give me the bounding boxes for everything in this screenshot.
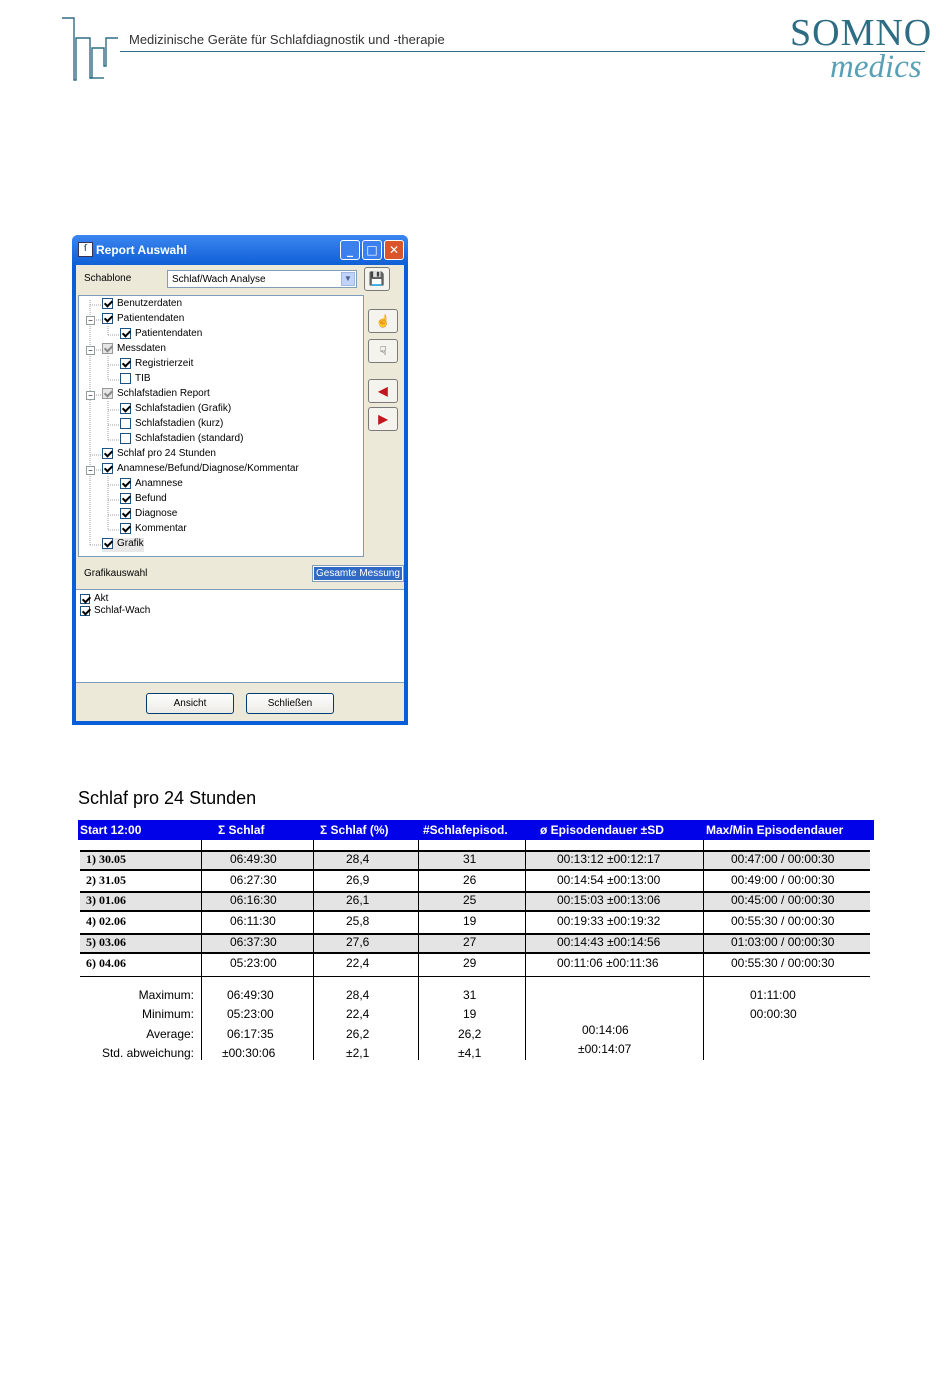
checkbox[interactable] [120, 478, 131, 489]
report-section-tree[interactable] [78, 295, 364, 557]
row-label: 6) 04.06 [86, 956, 126, 970]
cell-maxmin: 00:55:30 / 00:00:30 [731, 914, 835, 928]
checkbox[interactable] [120, 373, 131, 384]
cell-episodes: 31 [463, 852, 477, 866]
col-schlafepisod: #Schlafepisod. [423, 823, 508, 837]
tree-item-patientendaten[interactable]: Patientendaten [102, 313, 184, 327]
cell-episodes: 19 [463, 914, 477, 928]
cell-schlaf: 06:49:30 [230, 852, 277, 866]
collapse-icon[interactable]: − [86, 466, 95, 475]
stat-duration-avg: 00:14:06 [582, 1023, 629, 1037]
cell-pct: 26,9 [346, 873, 370, 887]
stat-pct-max: 28,4 [346, 988, 370, 1002]
row-divider [80, 870, 870, 871]
col-divider [418, 840, 419, 1060]
row-divider [80, 911, 870, 912]
maximize-button[interactable]: □ [362, 240, 382, 260]
template-select-value: Schlaf/Wach Analyse [172, 274, 266, 285]
cell-schlaf: 06:27:30 [230, 873, 277, 887]
checkbox[interactable] [102, 298, 113, 309]
col-maxmin: Max/Min Episodendauer [706, 823, 844, 837]
tree-item-benutzerdaten[interactable]: Benutzerdaten [102, 298, 182, 312]
dialog-title: Report Auswahl [96, 243, 187, 257]
cell-pct: 27,6 [346, 935, 370, 949]
col-divider [525, 840, 526, 1060]
row-label: 2) 31.05 [86, 873, 126, 887]
tree-item-schlaf-pro-24-stunden[interactable]: Schlaf pro 24 Stunden [102, 448, 216, 462]
row-label: 5) 03.06 [86, 935, 126, 949]
tree-item-schlafstadien-standard[interactable]: Schlafstadien (standard) [120, 433, 243, 447]
stat-pct-std: ±2,1 [346, 1046, 370, 1060]
checkbox[interactable] [102, 463, 113, 474]
col-sum-schlaf-pct: Σ Schlaf (%) [320, 823, 389, 837]
save-template-button[interactable] [364, 267, 390, 291]
move-left-button[interactable] [368, 379, 398, 403]
stat-max-episode: 01:11:00 [750, 988, 796, 1002]
stat-label-minimum: Minimum: [141, 1007, 194, 1021]
stat-episodes-std: ±4,1 [458, 1046, 482, 1060]
checkbox[interactable] [102, 388, 113, 399]
checkbox[interactable] [120, 508, 131, 519]
stat-schlaf-max: 06:49:30 [227, 988, 274, 1002]
row-label: 3) 01.06 [86, 893, 126, 907]
brand-somno: SOMNO [790, 12, 933, 54]
tree-item-befund[interactable]: Befund [120, 493, 167, 507]
dialog-titlebar[interactable] [72, 235, 408, 265]
graphics-list[interactable] [76, 589, 404, 683]
stat-episodes-max: 31 [463, 988, 477, 1002]
close-button[interactable]: ✕ [384, 240, 404, 260]
move-right-button[interactable] [368, 407, 398, 431]
cell-maxmin: 00:47:00 / 00:00:30 [731, 852, 835, 866]
stat-pct-min: 22,4 [346, 1007, 370, 1021]
graphics-selection-field[interactable] [312, 565, 404, 582]
somnomedics-logo-mark [60, 16, 124, 86]
hand-down-icon: ☟ [379, 344, 387, 358]
dialog-body [76, 265, 404, 721]
close-dialog-button[interactable]: Schließen [246, 693, 334, 714]
tree-item-schlafstadien-report[interactable]: Schlafstadien Report [102, 388, 210, 402]
template-select[interactable] [167, 270, 357, 288]
collapse-icon[interactable]: − [86, 346, 95, 355]
move-down-button[interactable] [368, 339, 398, 363]
cell-pct: 25,8 [346, 914, 370, 928]
collapse-icon[interactable]: − [86, 391, 95, 400]
cell-pct: 28,4 [346, 852, 370, 866]
cell-schlaf: 06:11:30 [230, 914, 276, 928]
cell-episodes: 27 [463, 935, 477, 949]
stat-label-maximum: Maximum: [138, 988, 194, 1002]
col-episodendauer: ø Episodendauer ±SD [540, 823, 664, 837]
cell-pct: 22,4 [346, 956, 370, 970]
tree-item-messdaten[interactable]: Messdaten [102, 343, 166, 357]
col-start: Start 12:00 [80, 823, 142, 837]
template-label: Schablone [84, 273, 132, 284]
report-title: Schlaf pro 24 Stunden [78, 788, 257, 808]
graphics-item-akt[interactable]: Akt [80, 593, 108, 604]
tree-item-schlafstadien-grafik[interactable]: Schlafstadien (Grafik) [120, 403, 231, 417]
tree-item-kommentar[interactable]: Kommentar [120, 523, 187, 537]
collapse-icon[interactable]: − [86, 316, 95, 325]
cell-duration: 00:13:12 ±00:12:17 [557, 852, 661, 866]
cell-episodes: 26 [463, 873, 477, 887]
tree-item-patientendaten-sub[interactable]: Patientendaten [120, 328, 202, 342]
checkbox[interactable] [120, 403, 131, 414]
header-tagline: Medizinische Geräte für Schlafdiagnostik und -therapie [129, 32, 445, 47]
checkbox[interactable] [102, 448, 113, 459]
cell-episodes: 25 [463, 893, 477, 907]
checkbox[interactable] [120, 433, 131, 444]
col-divider [201, 840, 202, 1060]
tree-item-tib[interactable]: TIB [120, 373, 151, 387]
brand-medics: medics [830, 49, 922, 85]
move-up-button[interactable] [368, 309, 398, 333]
stat-duration-sd: ±00:14:07 [578, 1042, 632, 1056]
graphics-selection-value: Gesamte Messung [314, 567, 402, 580]
cell-maxmin: 00:55:30 / 00:00:30 [731, 956, 835, 970]
tree-item-grafik[interactable]: Grafik [102, 538, 144, 552]
view-button[interactable]: Ansicht [146, 693, 234, 714]
tree-item-diagnose[interactable]: Diagnose [120, 508, 177, 522]
col-divider [313, 840, 314, 1060]
stat-schlaf-std: ±00:30:06 [222, 1046, 276, 1060]
checkbox[interactable] [102, 313, 113, 324]
cell-duration: 00:19:33 ±00:19:32 [557, 914, 661, 928]
checkbox[interactable] [102, 538, 113, 549]
checkbox[interactable] [80, 594, 90, 604]
stat-schlaf-min: 05:23:00 [227, 1007, 274, 1021]
cell-schlaf: 05:23:00 [230, 956, 277, 970]
checkbox[interactable] [102, 343, 113, 354]
cell-maxmin: 01:03:00 / 00:00:30 [731, 935, 835, 949]
cell-duration: 00:14:54 ±00:13:00 [557, 873, 661, 887]
graphics-selection-label: Grafikauswahl [84, 568, 148, 579]
stat-label-std: Std. abweichung: [101, 1046, 194, 1060]
checkbox[interactable] [120, 493, 131, 504]
row-divider [80, 953, 870, 954]
tree-item-anamnese-befund[interactable]: Anamnese/Befund/Diagnose/Kommentar [102, 463, 299, 477]
tree-item-anamnese[interactable]: Anamnese [120, 478, 183, 492]
tree-item-schlafstadien-kurz[interactable]: Schlafstadien (kurz) [120, 418, 223, 432]
checkbox[interactable] [120, 328, 131, 339]
arrow-right-icon: ▶ [378, 412, 388, 426]
stat-episodes-min: 19 [463, 1007, 477, 1021]
col-sum-schlaf: Σ Schlaf [218, 823, 265, 837]
chevron-down-icon[interactable]: ▼ [341, 272, 355, 286]
cell-duration: 00:14:43 ±00:14:56 [557, 935, 661, 949]
floppy-disk-icon: 💾 [368, 271, 386, 286]
stat-label-average: Average: [146, 1027, 194, 1041]
cell-schlaf: 06:37:30 [230, 935, 277, 949]
checkbox[interactable] [120, 523, 131, 534]
hand-up-icon: ☝ [375, 314, 391, 328]
stat-min-episode: 00:00:30 [750, 1007, 797, 1021]
graphics-item-schlaf-wach[interactable]: Schlaf-Wach [80, 605, 150, 616]
stat-episodes-avg: 26,2 [458, 1027, 482, 1041]
cell-maxmin: 00:45:00 / 00:00:30 [731, 893, 835, 907]
cell-maxmin: 00:49:00 / 00:00:30 [731, 873, 835, 887]
row-label: 4) 02.06 [86, 914, 126, 928]
stat-schlaf-avg: 06:17:35 [227, 1027, 274, 1041]
cell-duration: 00:15:03 ±00:13:06 [557, 893, 661, 907]
checkbox[interactable] [80, 606, 90, 616]
cell-duration: 00:11:06 ±00:11:36 [557, 956, 659, 970]
cell-episodes: 29 [463, 956, 477, 970]
checkbox[interactable] [120, 358, 131, 369]
minimize-button[interactable]: _ [340, 240, 360, 260]
tree-item-registrierzeit[interactable]: Registrierzeit [120, 358, 193, 372]
col-divider [703, 840, 704, 1060]
cell-schlaf: 06:16:30 [230, 893, 277, 907]
arrow-left-icon: ◀ [378, 384, 388, 398]
cell-pct: 26,1 [346, 893, 370, 907]
row-label: 1) 30.05 [86, 852, 126, 866]
checkbox[interactable] [120, 418, 131, 429]
stat-pct-avg: 26,2 [346, 1027, 370, 1041]
table-bottom-rule [80, 976, 870, 977]
report-auswahl-dialog [72, 235, 408, 725]
program-icon: ſ [78, 242, 93, 257]
